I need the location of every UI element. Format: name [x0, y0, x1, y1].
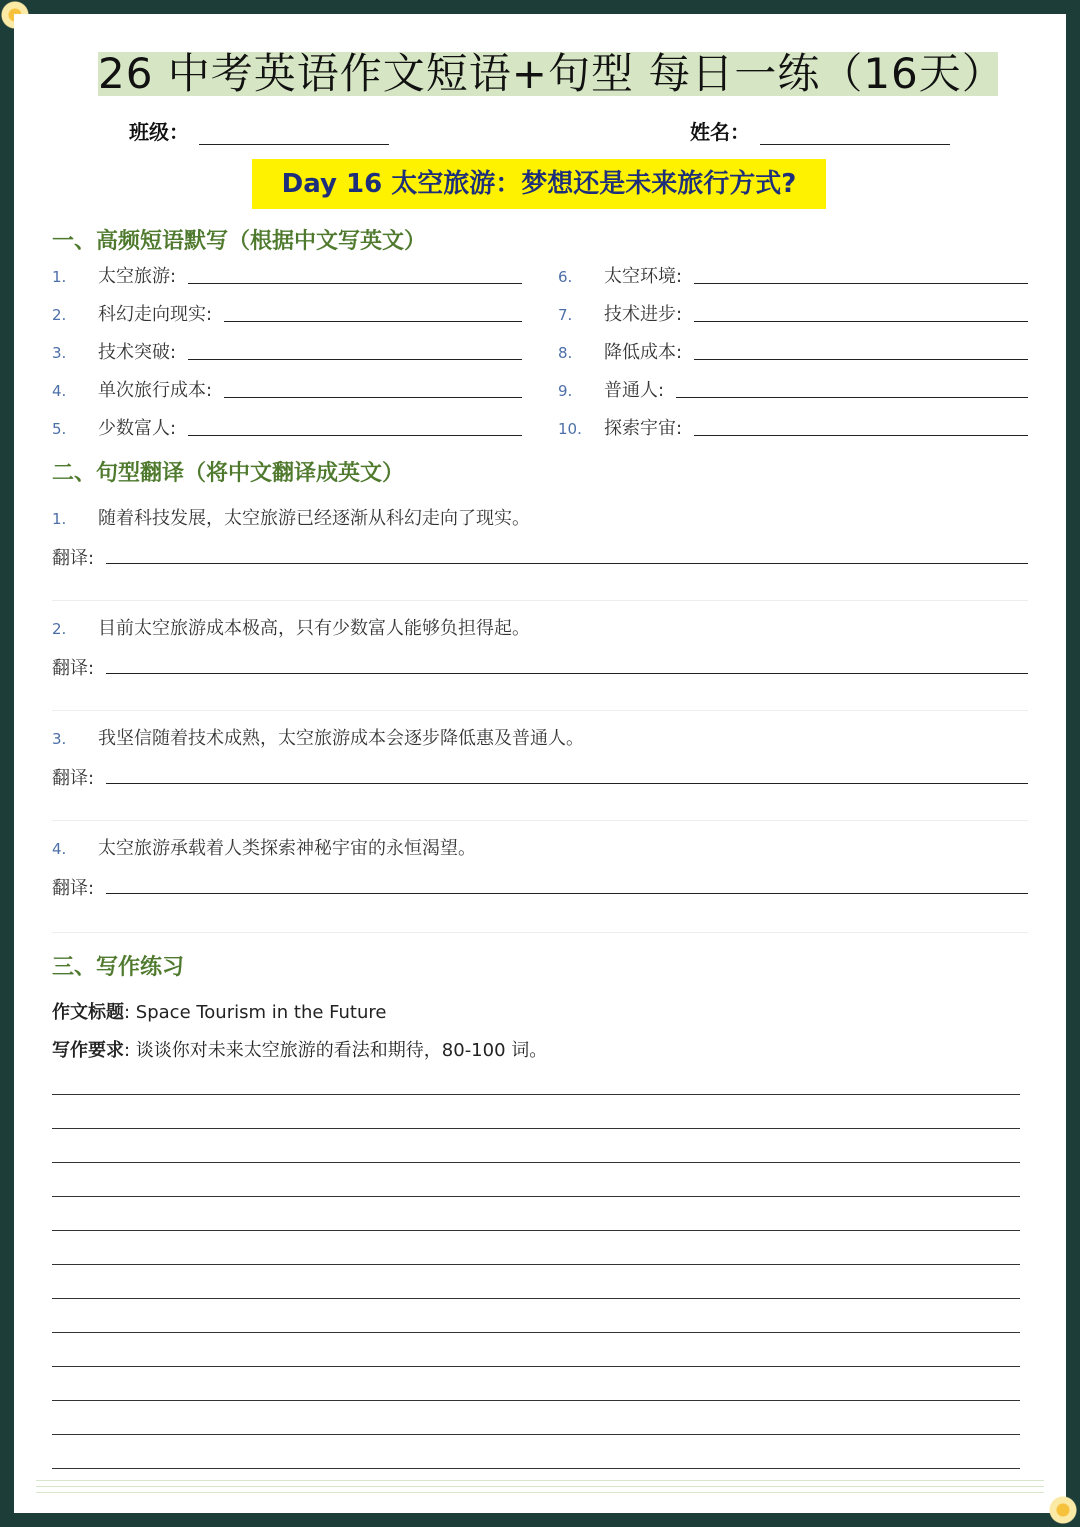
- answer-line[interactable]: [188, 281, 522, 284]
- vocab-prompt: 科幻走向现实:: [98, 304, 213, 325]
- requirement-text: : 谈谈你对未来太空旅游的看法和期待，80-100 词。: [124, 1040, 548, 1061]
- writing-line[interactable]: [52, 1128, 1020, 1129]
- answer-line[interactable]: [694, 433, 1028, 436]
- item-number: 10.: [558, 420, 582, 438]
- item-number: 1.: [52, 268, 67, 286]
- vocab-item: [52, 298, 522, 328]
- item-number: 8.: [558, 344, 573, 362]
- section3-heading: 三、写作练习: [52, 955, 185, 980]
- answer-line[interactable]: [224, 395, 522, 398]
- flower-decoration-icon: [1048, 1495, 1078, 1525]
- item-number: 1.: [52, 510, 67, 528]
- name-field: [690, 116, 950, 145]
- vocab-item: [52, 336, 522, 366]
- item-number: 7.: [558, 306, 573, 324]
- divider: [52, 820, 1028, 821]
- item-number: 3.: [52, 344, 67, 362]
- topic-label: 作文标题: [52, 1002, 124, 1023]
- writing-line[interactable]: [52, 1332, 1020, 1333]
- class-field: [129, 116, 389, 145]
- worksheet-page: [14, 14, 1066, 1513]
- item-number: 3.: [52, 730, 67, 748]
- answer-line[interactable]: [188, 357, 522, 360]
- vocab-item: [52, 412, 522, 442]
- vocab-item: [558, 260, 1028, 290]
- writing-line[interactable]: [52, 1366, 1020, 1367]
- name-input-line[interactable]: [760, 124, 950, 145]
- divider: [52, 932, 1028, 933]
- vocab-item: [558, 412, 1028, 442]
- answer-line[interactable]: [224, 319, 522, 322]
- sentence-text: 随着科技发展，太空旅游已经逐渐从科幻走向了现实。: [98, 508, 530, 529]
- writing-line[interactable]: [52, 1162, 1020, 1163]
- divider: [52, 600, 1028, 601]
- topic-text: : Space Tourism in the Future: [124, 1002, 387, 1023]
- answer-label: 翻译:: [52, 878, 95, 899]
- requirement-label: 写作要求: [52, 1040, 124, 1061]
- answer-line[interactable]: [106, 671, 1028, 674]
- translation-item: [52, 504, 1028, 570]
- section2-heading: 二、句型翻译（将中文翻译成英文）: [52, 461, 405, 486]
- item-number: 2.: [52, 620, 67, 638]
- item-number: 4.: [52, 382, 67, 400]
- answer-label: 翻译:: [52, 548, 95, 569]
- translation-item: [52, 724, 1028, 790]
- answer-line[interactable]: [106, 781, 1028, 784]
- vocab-item: [52, 260, 522, 290]
- vocab-prompt: 普通人:: [604, 380, 665, 401]
- answer-line[interactable]: [694, 319, 1028, 322]
- answer-line[interactable]: [676, 395, 1028, 398]
- vocab-prompt: 技术进步:: [604, 304, 683, 325]
- vocab-prompt: 少数富人:: [98, 418, 177, 439]
- vocab-prompt: 太空环境:: [604, 266, 683, 287]
- sentence-text: 太空旅游承载着人类探索神秘宇宙的永恒渴望。: [98, 838, 476, 859]
- footer-decoration-line: [36, 1486, 1044, 1487]
- vocab-prompt: 降低成本:: [604, 342, 683, 363]
- vocab-item: [558, 374, 1028, 404]
- writing-line[interactable]: [52, 1264, 1020, 1265]
- answer-label: 翻译:: [52, 658, 95, 679]
- footer-decoration-line: [36, 1480, 1044, 1481]
- answer-line[interactable]: [694, 357, 1028, 360]
- item-number: 9.: [558, 382, 573, 400]
- writing-line[interactable]: [52, 1298, 1020, 1299]
- answer-line[interactable]: [106, 561, 1028, 564]
- page-title: 26 中考英语作文短语+句型 每日一练（16天）: [98, 49, 1005, 98]
- item-number: 2.: [52, 306, 67, 324]
- sentence-text: 目前太空旅游成本极高，只有少数富人能够负担得起。: [98, 618, 530, 639]
- vocab-item: [558, 298, 1028, 328]
- footer-decoration-line: [36, 1492, 1044, 1493]
- writing-line[interactable]: [52, 1196, 1020, 1197]
- translation-item: [52, 834, 1028, 900]
- item-number: 6.: [558, 268, 573, 286]
- writing-line[interactable]: [52, 1400, 1020, 1401]
- day-title: Day 16 太空旅游：梦想还是未来旅行方式?: [252, 159, 826, 209]
- vocab-prompt: 探索宇宙:: [604, 418, 683, 439]
- answer-label: 翻译:: [52, 768, 95, 789]
- vocab-item: [558, 336, 1028, 366]
- sentence-text: 我坚信随着技术成熟，太空旅游成本会逐步降低惠及普通人。: [98, 728, 584, 749]
- answer-line[interactable]: [188, 433, 522, 436]
- vocab-item: [52, 374, 522, 404]
- writing-topic: [52, 998, 386, 1024]
- name-label: 姓名：: [690, 120, 750, 144]
- vocab-prompt: 太空旅游:: [98, 266, 177, 287]
- class-input-line[interactable]: [199, 124, 389, 145]
- answer-line[interactable]: [106, 891, 1028, 894]
- writing-line[interactable]: [52, 1094, 1020, 1095]
- writing-line[interactable]: [52, 1230, 1020, 1231]
- item-number: 4.: [52, 840, 67, 858]
- item-number: 5.: [52, 420, 67, 438]
- divider: [52, 710, 1028, 711]
- section1-heading: 一、高频短语默写（根据中文写英文）: [52, 229, 427, 254]
- vocab-prompt: 技术突破:: [98, 342, 177, 363]
- class-label: 班级：: [129, 120, 189, 144]
- translation-item: [52, 614, 1028, 680]
- writing-requirement: [52, 1036, 547, 1062]
- vocab-prompt: 单次旅行成本:: [98, 380, 213, 401]
- answer-line[interactable]: [694, 281, 1028, 284]
- writing-line[interactable]: [52, 1434, 1020, 1435]
- writing-line[interactable]: [52, 1468, 1020, 1469]
